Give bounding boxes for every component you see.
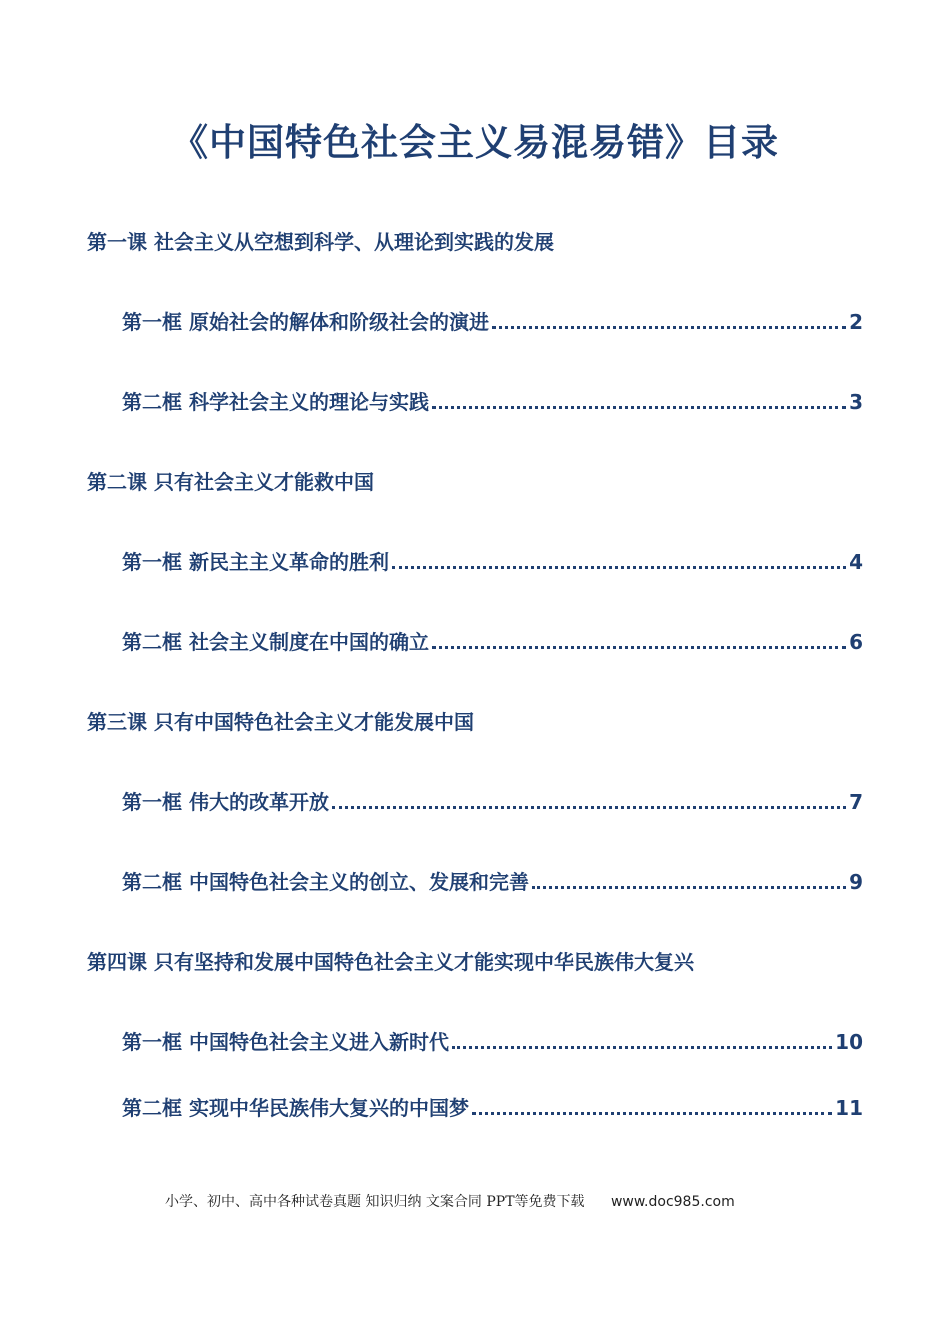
section-label: 第一框 原始社会的解体和阶级社会的演进 [122, 310, 489, 334]
toc-section-4-2[interactable] [122, 1095, 863, 1121]
dot-leader [392, 566, 846, 569]
page-number: 9 [849, 870, 863, 894]
toc-section-2-2[interactable] [122, 629, 863, 655]
page-title: 《中国特色社会主义易混易错》目录 [171, 121, 779, 164]
toc-lesson-3[interactable]: 第三课 只有中国特色社会主义才能发展中国 [87, 710, 474, 734]
footer-url-link[interactable]: www.doc985.com [610, 1194, 735, 1210]
section-label: 第一框 中国特色社会主义进入新时代 [122, 1030, 449, 1054]
footer-text: 小学、初中、高中各种试卷真题 知识归纳 文案合同 PPT等免费下载 [165, 1194, 585, 1210]
section-label: 第一框 伟大的改革开放 [122, 790, 329, 814]
section-label: 第二框 社会主义制度在中国的确立 [122, 630, 429, 654]
toc-section-2-1[interactable] [122, 549, 863, 575]
toc-lesson-4[interactable]: 第四课 只有坚持和发展中国特色社会主义才能实现中华民族伟大复兴 [87, 950, 694, 974]
page-number: 2 [849, 310, 863, 334]
toc-lesson-1[interactable]: 第一课 社会主义从空想到科学、从理论到实践的发展 [87, 230, 554, 254]
dot-leader [492, 326, 846, 329]
dot-leader [432, 646, 846, 649]
section-label: 第二框 科学社会主义的理论与实践 [122, 390, 429, 414]
toc-lesson-2[interactable]: 第二课 只有社会主义才能救中国 [87, 470, 374, 494]
dot-leader [432, 406, 846, 409]
page-number: 6 [849, 630, 863, 654]
page-number: 4 [849, 550, 863, 574]
section-label: 第二框 中国特色社会主义的创立、发展和完善 [122, 870, 529, 894]
dot-leader [452, 1046, 832, 1049]
page-number: 7 [849, 790, 863, 814]
section-label: 第二框 实现中华民族伟大复兴的中国梦 [122, 1096, 469, 1120]
toc-section-1-1[interactable] [122, 309, 863, 335]
toc-section-1-2[interactable] [122, 389, 863, 415]
section-label: 第一框 新民主主义革命的胜利 [122, 550, 389, 574]
toc-section-4-1[interactable] [122, 1029, 863, 1055]
dot-leader [332, 806, 846, 809]
page-number: 11 [835, 1096, 863, 1120]
dot-leader [532, 886, 846, 889]
toc-section-3-2[interactable] [122, 869, 863, 895]
page-footer [165, 1191, 735, 1211]
page-number: 10 [835, 1030, 863, 1054]
dot-leader [472, 1112, 832, 1115]
page-number: 3 [849, 390, 863, 414]
toc-section-3-1[interactable] [122, 789, 863, 815]
